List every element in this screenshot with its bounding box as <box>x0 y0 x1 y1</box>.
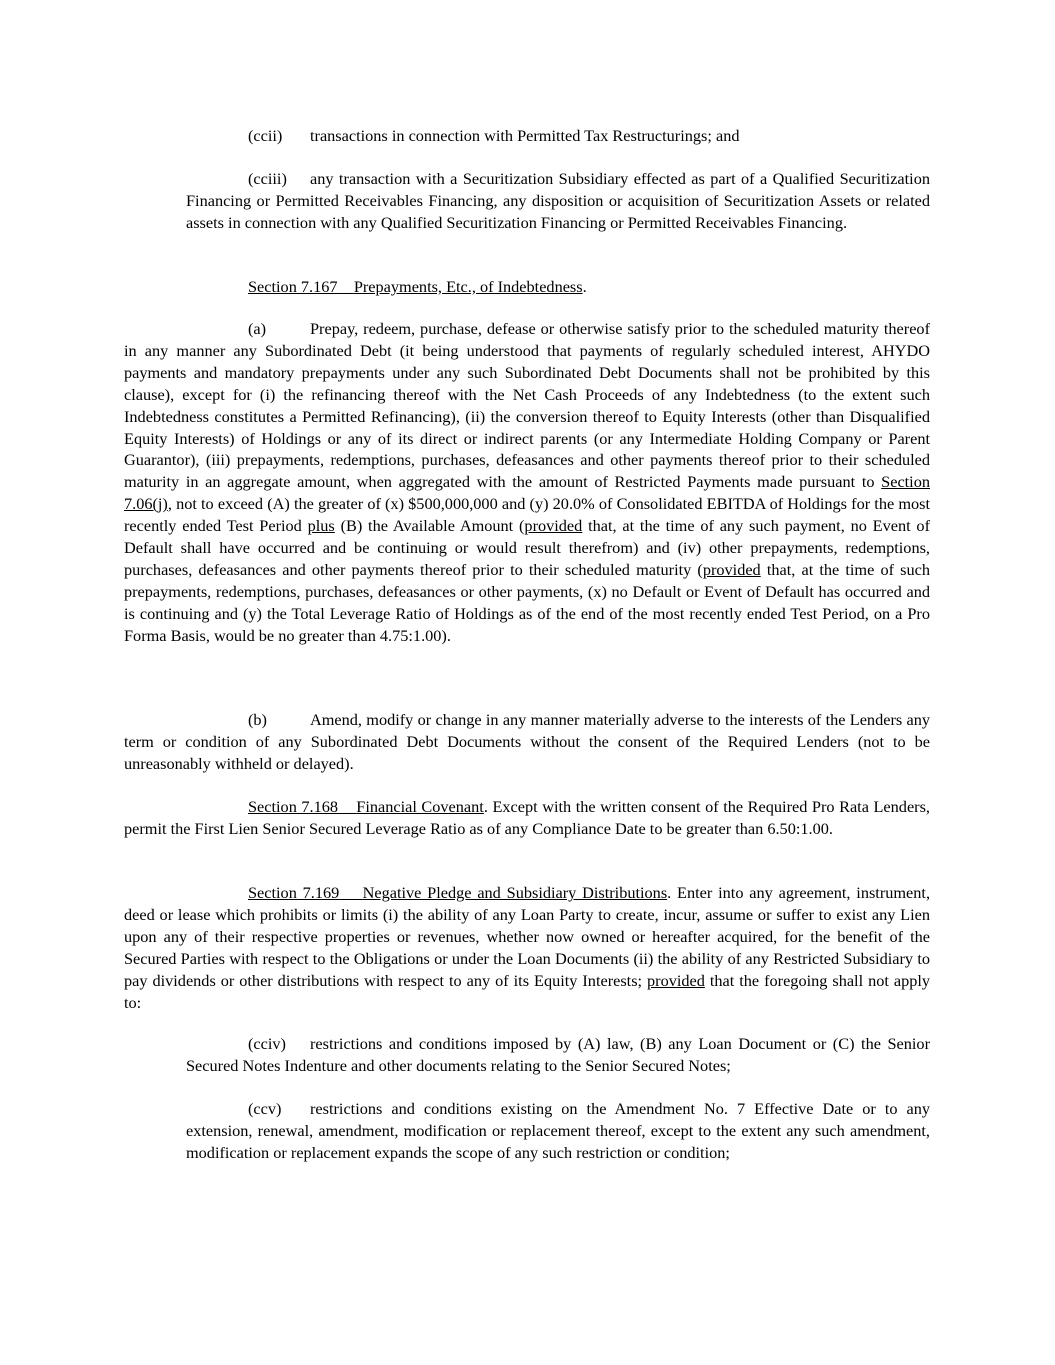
clause-cciv-label: (cciv) <box>248 1034 286 1053</box>
section-7169-text-1: . Enter into any agreement, instrument, deed or lease which prohibits or limits (i) the ability of any Loan Party to create, incur, assume or suffer to exist any Lien upon any of their respective properties or revenues, whether now owned or hereafter acquired, for the benefit of the Secured Parties with respect to the Obligations or under the Loan Documents (ii) the ability of any Restricted Subsidiary to pay dividends or other distributions with respect to any of its Equity Interests; <box>124 883 931 990</box>
section-7168-number: Section 7.168 <box>248 797 339 816</box>
para-b-label: (b) <box>248 710 267 729</box>
clause-cciii-label: (cciii) <box>248 169 287 188</box>
section-7169-title: Negative Pledge and Subsidiary Distributions <box>362 883 668 902</box>
section-7167-period: . <box>582 277 587 296</box>
clause-ccii-label: (ccii) <box>248 126 283 145</box>
clause-ccv-text: restrictions and conditions existing on the Amendment No. 7 Effective Date or to any extension, renewal, amendment, modification or replacement thereof, except to the extent any such amendment, modification or replacement expands the scope of any such restriction or condition; <box>186 1099 930 1162</box>
section-7168-title: Financial Covenant <box>356 797 484 816</box>
section-7168 <box>124 796 930 840</box>
clause-ccv <box>186 1098 930 1164</box>
clause-cciv <box>186 1033 930 1077</box>
section-7169-number: Section 7.169 <box>248 883 340 902</box>
para-b-text: Amend, modify or change in any manner materially adverse to the interests of the Lenders any term or condition of any Subordinated Debt Documents without the consent of the Required Lenders (not to be unreasonably withheld or delayed). <box>124 710 930 773</box>
clause-cciii <box>186 168 930 234</box>
clause-cciii-text: any transaction with a Securitization Subsidiary effected as part of a Qualified Securitization Financing or Permitted Receivables Financing, any disposition or acquisition of Securitization Assets or related assets in connection with any Qualified Securitization Financing or Permitted Receivables Financing. <box>186 169 930 232</box>
para-a-text-1: Prepay, redeem, purchase, defease or otherwise satisfy prior to the scheduled maturity thereof in any manner any Subordinated Debt (it being understood that payments of regularly scheduled interest, AHYDO payments and mandatory prepayments under any such Subordinated Debt Documents shall not be prohibited by this clause), except for (i) the refinancing thereof with the Net Cash Proceeds of any Indebtedness (to the extent such Indebtedness constitutes a Permitted Refinancing), (ii) the conversion thereof to Equity Interests (other than Disqualified Equity Interests) of Holdings or any of its direct or indirect parents (or any Intermediate Holding Company or Parent Guarantor), (iii) prepayments, redemptions, purchases, defeasances and other payments thereof prior to their scheduled maturity in an aggregate amount, when aggregated with the amount of Restricted Payments made pursuant to <box>124 319 930 492</box>
section-7169 <box>124 882 930 1013</box>
section-7167-para-b <box>124 709 930 775</box>
section-7167-para-a <box>124 318 930 647</box>
para-a-text-4: that, at the time of any such payment, no Event of Default shall have occurred and be continuing or would result therefrom) and (iv) other prepayments, redemptions, purchases, defeasances and other payments thereof prior to their scheduled maturity ( <box>124 516 930 579</box>
section-7167-number: Section 7.167 <box>248 277 338 296</box>
para-a-text-3: (B) the Available Amount ( <box>334 516 525 536</box>
provided-term-2: provided <box>702 559 761 579</box>
section-7167-heading <box>124 276 930 298</box>
section-7167-title: Prepayments, Etc., of Indebtedness <box>353 277 583 296</box>
clause-ccv-label: (ccv) <box>248 1099 282 1118</box>
clause-ccii <box>186 125 930 147</box>
para-a-label: (a) <box>248 319 267 338</box>
provided-term-1: provided <box>524 516 583 536</box>
clause-ccii-text: transactions in connection with Permitted Tax Restructurings; and <box>310 126 740 145</box>
para-a-text-5: that, at the time of such prepayments, redemptions, purchases, defeasances or other payments, (x) no Default or Event of Default has occurred and is continuing and (y) the Total Leverage Ratio of Holdings as of the end of the most recently ended Test Period, on a Pro Forma Basis, would be no greater than 4.75:1.00). <box>124 559 931 645</box>
para-a-text-2: , not to exceed (A) the greater of (x) $500,000,000 and (y) 20.0% of Consolidated EBITDA of Holdings for the most recently ended Test Period <box>124 494 930 536</box>
section-7168-text: . Except with the written consent of the Required Pro Rata Lenders, permit the First Lien Senior Secured Leverage Ratio as of any Compliance Date to be greater than 6.50:1.00. <box>124 797 930 838</box>
plus-term: plus <box>307 516 335 536</box>
provided-term-3: provided <box>647 970 705 990</box>
clause-cciv-text: restrictions and conditions imposed by (A) law, (B) any Loan Document or (C) the Senior Secured Notes Indenture and other documents relating to the Senior Secured Notes; <box>186 1034 930 1075</box>
section-7169-text-2: that the foregoing shall not apply to: <box>124 970 931 1012</box>
section-706j-ref: Section 7.06(j) <box>124 472 930 514</box>
